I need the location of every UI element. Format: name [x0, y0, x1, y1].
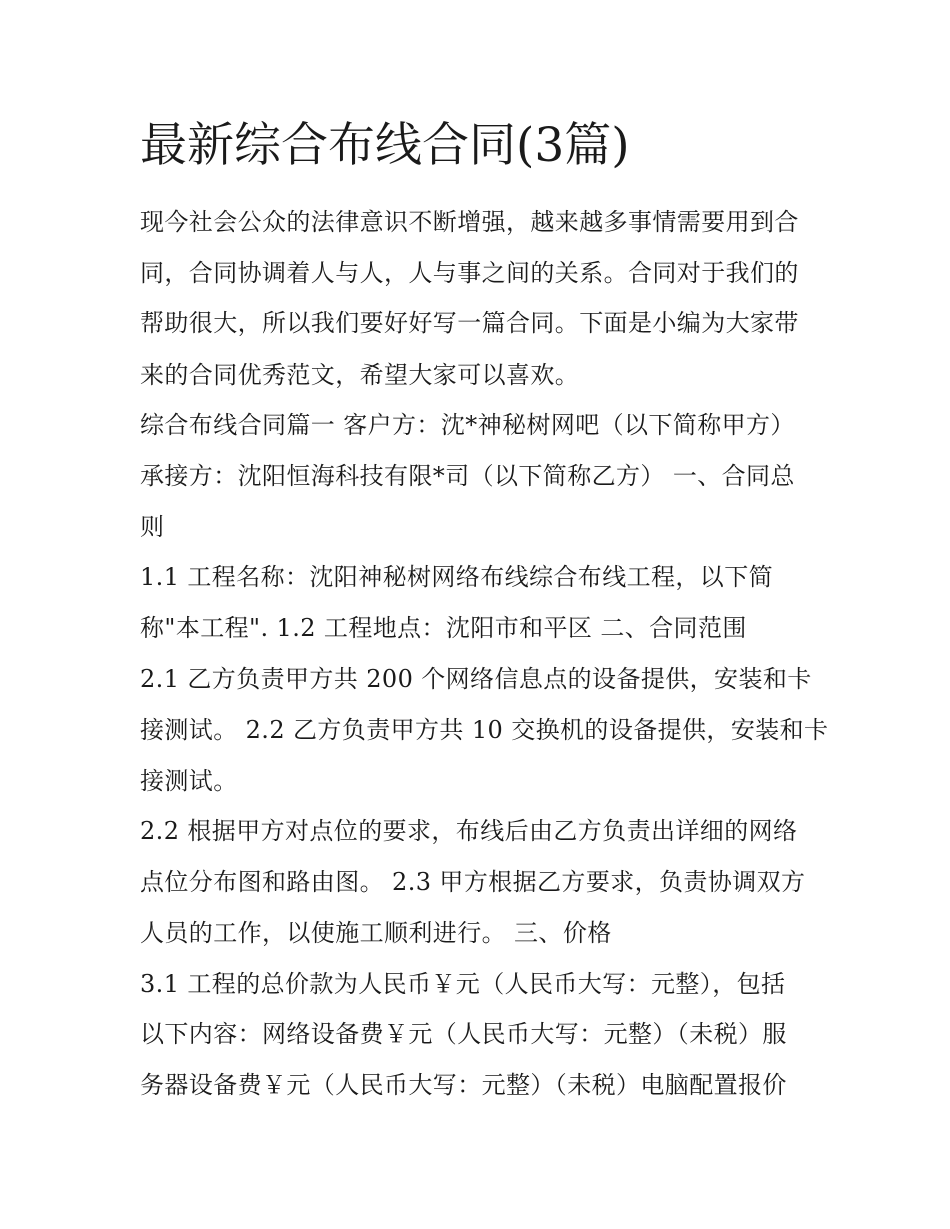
- paragraph-line: 现今社会公众的法律意识不断增强，越来越多事情需要用到合: [140, 208, 799, 236]
- paragraph-line: 3.1 工程的总价款为人民币￥元（人民币大写：元整），包括: [140, 970, 786, 998]
- paragraph-line: 同，合同协调着人与人，人与事之间的关系。合同对于我们的: [140, 259, 799, 287]
- paragraph-line: 承接方：沈阳恒海科技有限*司（以下简称乙方） 一、合同总: [140, 462, 795, 490]
- paragraph-line: 务器设备费￥元（人民币大写：元整）（未税）电脑配置报价: [140, 1071, 787, 1099]
- paragraph-line: 帮助很大，所以我们要好好写一篇合同。下面是小编为大家带: [140, 309, 799, 337]
- paragraph-line: 来的合同优秀范文，希望大家可以喜欢。: [140, 361, 580, 389]
- paragraph-line: 2.2 根据甲方对点位的要求，布线后由乙方负责出详细的网络: [140, 817, 798, 845]
- paragraph-line: 2.1 乙方负责甲方共 200 个网络信息点的设备提供，安装和卡: [140, 665, 812, 693]
- paragraph-line: 称"本工程". 1.2 工程地点：沈阳市和平区 二、合同范围: [140, 614, 747, 642]
- paragraph-line: 人员的工作，以使施工顺利进行。 三、价格: [140, 919, 612, 947]
- paragraph-line: 以下内容：网络设备费￥元（人民币大写：元整）（未税）服: [140, 1020, 787, 1048]
- page-title: 最新综合布线合同(3篇): [140, 118, 630, 173]
- paragraph-line: 接测试。 2.2 乙方负责甲方共 10 交换机的设备提供，安装和卡: [140, 716, 829, 744]
- paragraph-line: 则: [140, 513, 165, 541]
- paragraph-line: 点位分布图和路由图。 2.3 甲方根据乙方要求，负责协调双方: [140, 868, 806, 896]
- paragraph-line: 接测试。: [140, 767, 238, 795]
- paragraph-line: 综合布线合同篇一 客户方：沈*神秘树网吧（以下简称甲方）: [140, 411, 795, 439]
- paragraph-line: 1.1 工程名称：沈阳神秘树网络布线综合布线工程，以下简: [140, 563, 773, 591]
